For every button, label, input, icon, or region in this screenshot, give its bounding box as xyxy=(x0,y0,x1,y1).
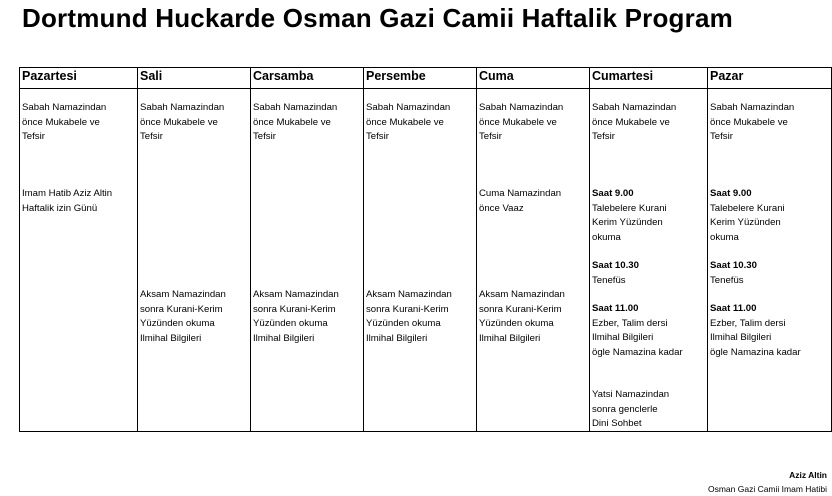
session-time-1: Saat 9.00 xyxy=(592,188,634,199)
morning-activity: Sabah Namazindan önce Mukabele ve Tefsir xyxy=(140,102,225,142)
morning-activity: Sabah Namazindan önce Mukabele ve Tefsir xyxy=(22,102,107,142)
day-header-sali: Sali xyxy=(138,68,251,89)
morning-activity: Sabah Namazindan önce Mukabele ve Tefsir xyxy=(253,102,338,142)
day-header-pazartesi: Pazartesi xyxy=(20,68,138,89)
session-activity-1: Talebelere Kurani Kerim Yüzünden okuma xyxy=(592,202,667,243)
friday-sermon: Cuma Namazindan önce Vaaz xyxy=(479,188,562,214)
session-time-3: Saat 11.00 xyxy=(710,303,757,314)
youth-talk: Yatsi Namazindan sonra genclerle Dini Sohbet xyxy=(592,389,670,429)
weekly-schedule-table xyxy=(19,67,832,432)
day-header-pazar: Pazar xyxy=(708,68,832,89)
cell-cuma xyxy=(477,89,590,432)
session-activity-1: Talebelere Kurani Kerim Yüzünden okuma xyxy=(710,202,785,243)
session-activity-2: Tenefüs xyxy=(592,274,626,286)
signature-name: Aziz Altin xyxy=(789,470,827,480)
evening-activity: Aksam Namazindan sonra Kurani-Kerim Yüzünden okuma Ilmihal Bilgileri xyxy=(366,289,452,344)
signature-role: Osman Gazi Camii Imam Hatibi xyxy=(707,484,827,494)
session-activity-2: Tenefüs xyxy=(710,274,744,286)
day-header-cuma: Cuma xyxy=(477,68,590,89)
session-activity-3: Ezber, Talim dersi Ilmihal Bilgileri ögle Namazina kadar xyxy=(710,317,801,358)
cell-pazar xyxy=(708,89,832,432)
cell-sali xyxy=(138,89,251,432)
cell-carsamba xyxy=(251,89,364,432)
session-time-3: Saat 11.00 xyxy=(592,303,639,314)
cell-persembe xyxy=(364,89,477,432)
session-time-1: Saat 9.00 xyxy=(710,188,752,199)
morning-activity: Sabah Namazindan önce Mukabele ve Tefsir xyxy=(710,102,795,142)
page-title: Dortmund Huckarde Osman Gazi Camii Haftalik Program xyxy=(22,3,733,33)
morning-activity: Sabah Namazindan önce Mukabele ve Tefsir xyxy=(366,102,451,142)
signature-block xyxy=(708,468,827,496)
cell-cumartesi xyxy=(590,89,708,432)
session-activity-3: Ezber, Talim dersi Ilmihal Bilgileri ögle Namazina kadar xyxy=(592,317,683,358)
table-row xyxy=(20,89,832,432)
table-header-row xyxy=(20,68,832,89)
evening-activity: Aksam Namazindan sonra Kurani-Kerim Yüzünden okuma Ilmihal Bilgileri xyxy=(479,289,565,344)
evening-activity: Aksam Namazindan sonra Kurani-Kerim Yüzünden okuma Ilmihal Bilgileri xyxy=(253,289,339,344)
morning-activity: Sabah Namazindan önce Mukabele ve Tefsir xyxy=(592,102,677,142)
morning-activity: Sabah Namazindan önce Mukabele ve Tefsir xyxy=(479,102,564,142)
day-header-carsamba: Carsamba xyxy=(251,68,364,89)
day-header-persembe: Persembe xyxy=(364,68,477,89)
cell-pazartesi xyxy=(20,89,138,432)
evening-activity: Aksam Namazindan sonra Kurani-Kerim Yüzünden okuma Ilmihal Bilgileri xyxy=(140,289,226,344)
session-time-2: Saat 10.30 xyxy=(710,260,757,271)
session-time-2: Saat 10.30 xyxy=(592,260,639,271)
imam-day-off-note: Imam Hatib Aziz Altin Haftalik izin Günü xyxy=(22,188,113,214)
day-header-cumartesi: Cumartesi xyxy=(590,68,708,89)
